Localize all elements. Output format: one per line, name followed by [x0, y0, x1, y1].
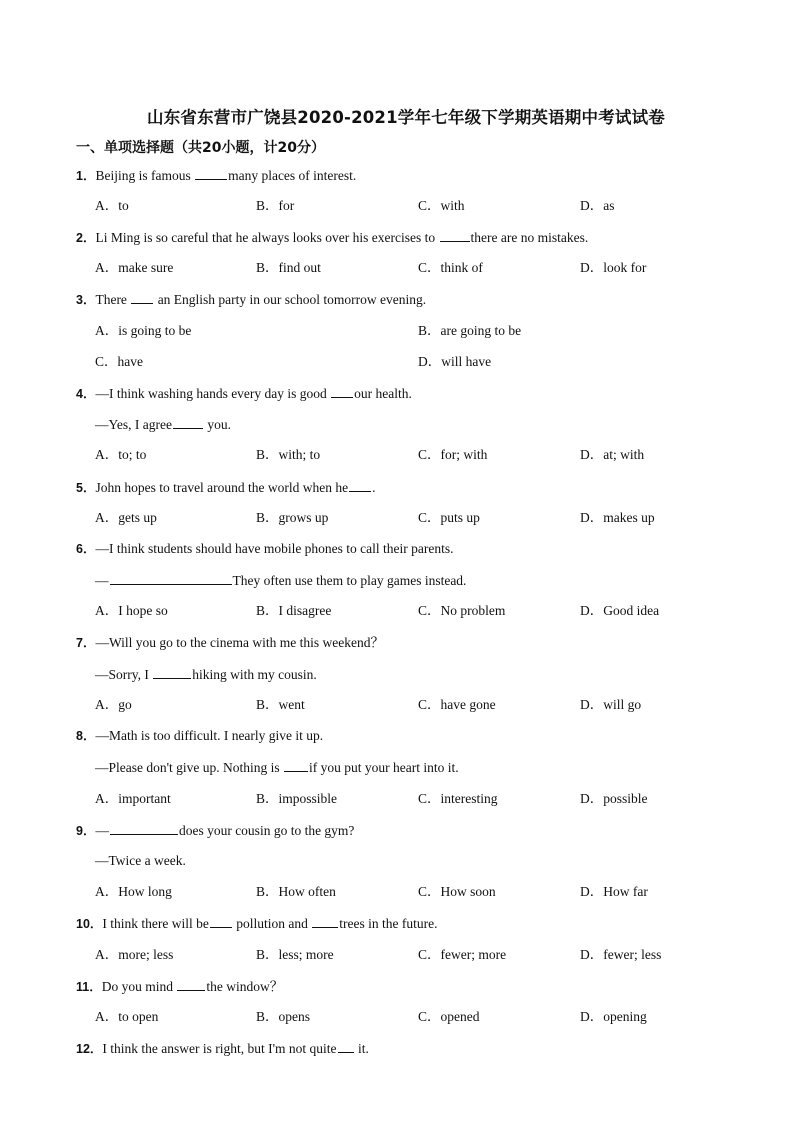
question-text: our health.	[354, 386, 412, 401]
question-text: —I think students should have mobile phones to call their parents.	[95, 541, 454, 556]
question-text: you.	[204, 417, 231, 432]
option-d: D．fewer; less	[580, 947, 662, 962]
question-text: John hopes to travel around the world when he	[95, 480, 349, 495]
question-8	[76, 727, 323, 745]
question-number: 3．	[76, 293, 96, 307]
answer-blank	[173, 415, 203, 429]
question-3	[76, 290, 426, 309]
question-text: the window？	[206, 979, 284, 994]
option-c: C．with	[418, 198, 465, 213]
option-d: D．as	[580, 198, 615, 213]
question-number: 11．	[76, 980, 102, 994]
question-text: —	[95, 573, 109, 588]
question-text: —	[95, 823, 109, 838]
option-c: C．have	[95, 354, 143, 369]
question-4-reply	[95, 415, 231, 434]
question-text: an English party in our school tomorrow evening.	[154, 292, 427, 307]
question-9	[76, 821, 354, 840]
question-2	[76, 228, 588, 247]
question-text: I think there will be	[102, 916, 209, 931]
option-a: A．How long	[95, 884, 172, 899]
question-text: .	[372, 480, 376, 495]
question-text: pollution and	[232, 916, 312, 931]
question-12	[76, 1039, 369, 1058]
option-d: D．possible	[580, 791, 648, 806]
question-text: if you put your heart into it.	[309, 760, 459, 775]
option-b: B．for	[256, 198, 295, 213]
answer-blank	[195, 166, 227, 180]
question-number: 2．	[76, 231, 96, 245]
question-number: 10．	[76, 917, 103, 931]
answer-blank	[131, 290, 153, 304]
option-a: A．make sure	[95, 260, 174, 275]
question-text: Beijing is famous	[95, 168, 195, 183]
question-text: it.	[354, 1041, 369, 1056]
answer-blank	[331, 384, 353, 398]
question-number: 9．	[76, 824, 96, 838]
answer-blank	[110, 571, 232, 585]
question-number: 8．	[76, 729, 96, 743]
option-c: C．fewer; more	[418, 947, 507, 962]
question-4	[76, 384, 412, 403]
question-9-reply	[95, 852, 186, 870]
option-b: B．impossible	[256, 791, 338, 806]
option-a: A．to; to	[95, 447, 147, 462]
option-a: A．more; less	[95, 947, 174, 962]
answer-blank	[153, 665, 191, 679]
option-a: A．go	[95, 697, 132, 712]
option-a: A．to	[95, 198, 129, 213]
question-7	[76, 634, 384, 652]
answer-blank	[284, 758, 308, 772]
question-number: 7．	[76, 636, 96, 650]
option-d: D．at; with	[580, 447, 645, 462]
option-b: B．went	[256, 697, 305, 712]
question-10	[76, 914, 437, 933]
answer-blank	[440, 228, 470, 242]
question-text: —Math is too difficult. I nearly give it up.	[95, 728, 324, 743]
option-c: C．puts up	[418, 510, 480, 525]
option-c: C．No problem	[418, 603, 506, 618]
option-a: A．is going to be	[95, 323, 192, 338]
option-a: A．to open	[95, 1009, 159, 1024]
question-text: Li Ming is so careful that he always looks over his exercises to	[95, 230, 439, 245]
question-text: hiking with my cousin.	[192, 667, 317, 682]
question-number: 6．	[76, 542, 96, 556]
option-b: B．I disagree	[256, 603, 332, 618]
question-11	[76, 977, 283, 996]
option-b: B．less; more	[256, 947, 334, 962]
option-c: C．How soon	[418, 884, 496, 899]
answer-blank	[177, 977, 205, 991]
question-text: There	[95, 292, 131, 307]
option-b: B．are going to be	[418, 323, 522, 338]
exam-title: 山东省东营市广饶县2020-2021学年七年级下学期英语期中考试试卷	[147, 108, 665, 127]
option-b: B．grows up	[256, 510, 329, 525]
question-text: —Twice a week.	[95, 853, 186, 868]
option-d: D．opening	[580, 1009, 647, 1024]
option-d: D．Good idea	[580, 603, 660, 618]
question-6	[76, 540, 454, 558]
question-1	[76, 166, 356, 185]
answer-blank	[110, 821, 178, 835]
question-text: —Please don't give up. Nothing is	[95, 760, 284, 775]
option-d: D．How far	[580, 884, 648, 899]
question-text: I think the answer is right, but I'm not quite	[102, 1041, 337, 1056]
question-number: 12．	[76, 1042, 103, 1056]
question-text: there are no mistakes.	[470, 230, 589, 245]
question-number: 5．	[76, 481, 96, 495]
question-text: —I think washing hands every day is good	[95, 386, 331, 401]
answer-blank	[349, 478, 371, 492]
option-b: B．How often	[256, 884, 336, 899]
option-d: D．will have	[418, 354, 492, 369]
option-b: B．with; to	[256, 447, 321, 462]
question-6-reply	[95, 571, 466, 590]
question-number: 1．	[76, 169, 96, 183]
question-text: Do you mind	[101, 979, 177, 994]
option-d: D．makes up	[580, 510, 655, 525]
question-number: 4．	[76, 387, 96, 401]
option-b: B．opens	[256, 1009, 310, 1024]
option-c: C．have gone	[418, 697, 496, 712]
option-c: C．opened	[418, 1009, 480, 1024]
question-text: —Yes, I agree	[95, 417, 172, 432]
option-a: A．important	[95, 791, 171, 806]
option-d: D．look for	[580, 260, 647, 275]
section-heading: 一、单项选择题（共20小题，计20分）	[76, 140, 325, 156]
question-text: —Will you go to the cinema with me this weekend？	[95, 635, 384, 650]
question-7-reply	[95, 665, 317, 684]
answer-blank	[338, 1039, 354, 1053]
option-b: B．find out	[256, 260, 321, 275]
option-c: C．for; with	[418, 447, 488, 462]
option-c: C．think of	[418, 260, 483, 275]
question-text: trees in the future.	[339, 916, 438, 931]
option-d: D．will go	[580, 697, 642, 712]
question-text: —Sorry, I	[95, 667, 153, 682]
question-8-reply	[95, 758, 459, 777]
question-5	[76, 478, 376, 497]
answer-blank	[210, 914, 232, 928]
answer-blank	[312, 914, 338, 928]
option-a: A．I hope so	[95, 603, 168, 618]
question-text: many places of interest.	[228, 168, 357, 183]
option-a: A．gets up	[95, 510, 157, 525]
question-text: They often use them to play games instead.	[232, 573, 467, 588]
question-text: does your cousin go to the gym?	[178, 823, 355, 838]
option-c: C．interesting	[418, 791, 498, 806]
